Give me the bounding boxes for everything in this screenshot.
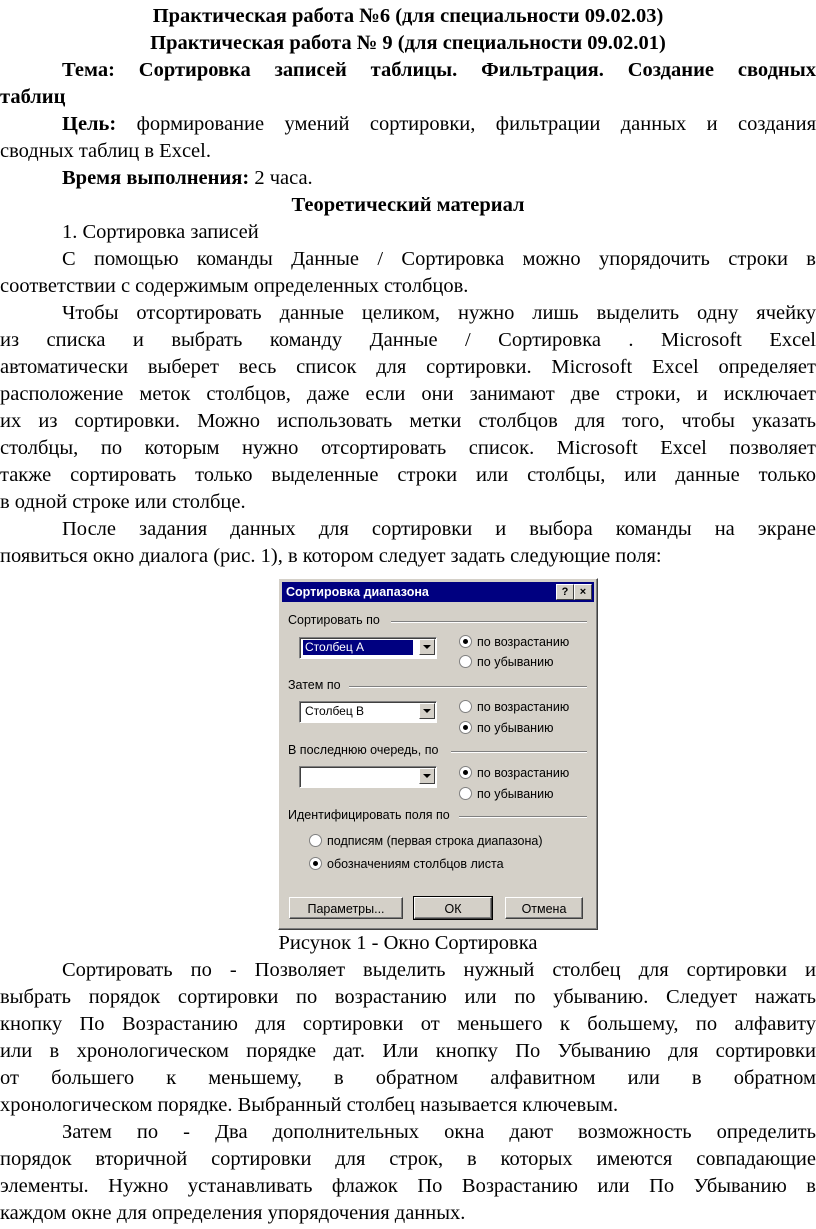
paragraph-5-line: хронологическом порядке. Выбранный столбец называется ключевым. [0,1094,619,1116]
then-by-desc-radio[interactable]: по убыванию [459,720,553,736]
paragraph-3-line: также сортировать только выделенные строки или столбцы, или данные только [0,464,816,486]
paragraph-5-line: кнопку По Возрастанию для сортировки от меньшего к большему, по алфавиту [0,1013,816,1035]
identify-by-labels-radio[interactable]: подписям (первая строка диапазона) [309,833,543,849]
paragraph-5-line: выбрать порядок сортировки по возрастанию или по убыванию. Следует нажать [0,986,816,1008]
paragraph-3-line: в одной строке или столбце. [0,491,246,513]
radio-icon [309,857,322,870]
close-button[interactable]: × [574,584,592,600]
ok-button[interactable]: ОК [414,897,492,919]
paragraph-4-line: появиться окно диалога (рис. 1), в котором следует задать следующие поля: [0,545,662,567]
radio-icon [309,834,322,847]
cancel-button[interactable]: Отмена [505,897,583,919]
topic-label: Тема: [62,59,115,81]
figure-caption: Рисунок 1 - Окно Сортировка [278,932,538,954]
last-by-desc-radio[interactable]: по убыванию [459,786,553,802]
group-last-by-label: В последнюю очередь, по [288,743,439,757]
identify-by-columns-radio[interactable]: обозначениям столбцов листа [309,856,504,872]
paragraph-6-line: Затем по - Два дополнительных окна дают возможность определить [62,1121,816,1143]
parameters-button[interactable]: Параметры... [289,897,403,919]
paragraph-2-line: соответствии с содержимым определенных столбцов. [0,275,469,297]
group-then-by-label: Затем по [288,678,341,692]
radio-icon [459,787,472,800]
paragraph-5-line: от большего к меньшему, в обратном алфавитном или в обратном [0,1067,816,1089]
goal-line-1: Цель: формирование умений сортировки, фильтрации данных и создания [62,113,816,135]
sort-by-combo[interactable] [299,637,437,659]
chevron-down-icon[interactable] [419,639,435,655]
group-sort-by-label: Сортировать по [288,613,380,627]
paragraph-3-line: Чтобы отсортировать данные целиком, нужно лишь выделить одну ячейку [62,302,816,324]
sort-dialog [278,578,598,930]
goal-label: Цель: [62,113,117,135]
time-label: Время выполнения: [62,167,250,189]
topic-line-1: Тема: Сортировка записей таблицы. Фильтрация. Создание сводных [62,59,816,81]
paragraph-6-line: элементы. Нужно устанавливать флажок По Возрастанию или По Убыванию в [0,1175,816,1197]
paragraph-6-line: порядок вторичной сортировки для строк, в которых имеются совпадающие [0,1148,816,1170]
radio-icon [459,655,472,668]
then-by-asc-radio[interactable]: по возрастанию [459,699,569,715]
group-separator [451,751,587,753]
help-button[interactable]: ? [556,584,574,600]
radio-icon [459,635,472,648]
paragraph-3-line: расположение меток столбцов, даже если они занимают две строки, и исключает [0,383,816,405]
dialog-title: Сортировка диапазона [286,585,429,599]
paragraph-3-line: их из сортировки. Можно использовать метки столбцов для того, чтобы указать [0,410,816,432]
chevron-down-icon[interactable] [419,768,435,784]
title-line-1: Практическая работа №6 (для специальности 09.02.03) [152,5,664,27]
sort-by-desc-radio[interactable]: по убыванию [459,654,553,670]
paragraph-5-line: или в хронологическом порядке дат. Или кнопку По Убыванию для сортировки [0,1040,816,1062]
dialog-titlebar [282,582,594,602]
paragraph-1: 1. Сортировка записей [62,221,259,243]
goal-line-2: сводных таблиц в Excel. [0,140,211,162]
paragraph-3-line: из списка и выбрать команду Данные / Сортировка . Microsoft Excel [0,329,816,351]
combo-value: Столбец А [303,640,413,655]
title-line-2: Практическая работа № 9 (для специальности 09.02.01) [150,32,666,54]
then-by-combo[interactable] [299,701,437,723]
section-title: Теоретический материал [291,194,525,216]
combo-value: Столбец В [305,704,365,718]
last-by-asc-radio[interactable]: по возрастанию [459,765,569,781]
paragraph-5-line: Сортировать по - Позволяет выделить нужный столбец для сортировки и [62,959,816,981]
group-identify-label: Идентифицировать поля по [288,808,450,822]
radio-icon [459,700,472,713]
paragraph-4-line: После задания данных для сортировки и выбора команды на экране [62,518,816,540]
paragraph-3-line: столбцы, по которым нужно отсортировать список. Microsoft Excel позволяет [0,437,816,459]
time-line: Время выполнения: 2 часа. [62,167,313,189]
chevron-down-icon[interactable] [419,703,435,719]
paragraph-3-line: автоматически выберет весь список для сортировки. Microsoft Excel определяет [0,356,816,378]
group-separator [459,816,587,818]
group-separator [349,686,587,688]
topic-line-2: таблиц [0,86,66,108]
group-separator [391,621,587,623]
radio-icon [459,766,472,779]
combo-value [303,769,317,784]
last-by-combo[interactable] [299,766,437,788]
radio-icon [459,721,472,734]
paragraph-6-line: каждом окне для определения упорядочения данных. [0,1202,466,1224]
paragraph-2-line: С помощью команды Данные / Сортировка можно упорядочить строки в [62,248,816,270]
sort-by-asc-radio[interactable]: по возрастанию [459,634,569,650]
